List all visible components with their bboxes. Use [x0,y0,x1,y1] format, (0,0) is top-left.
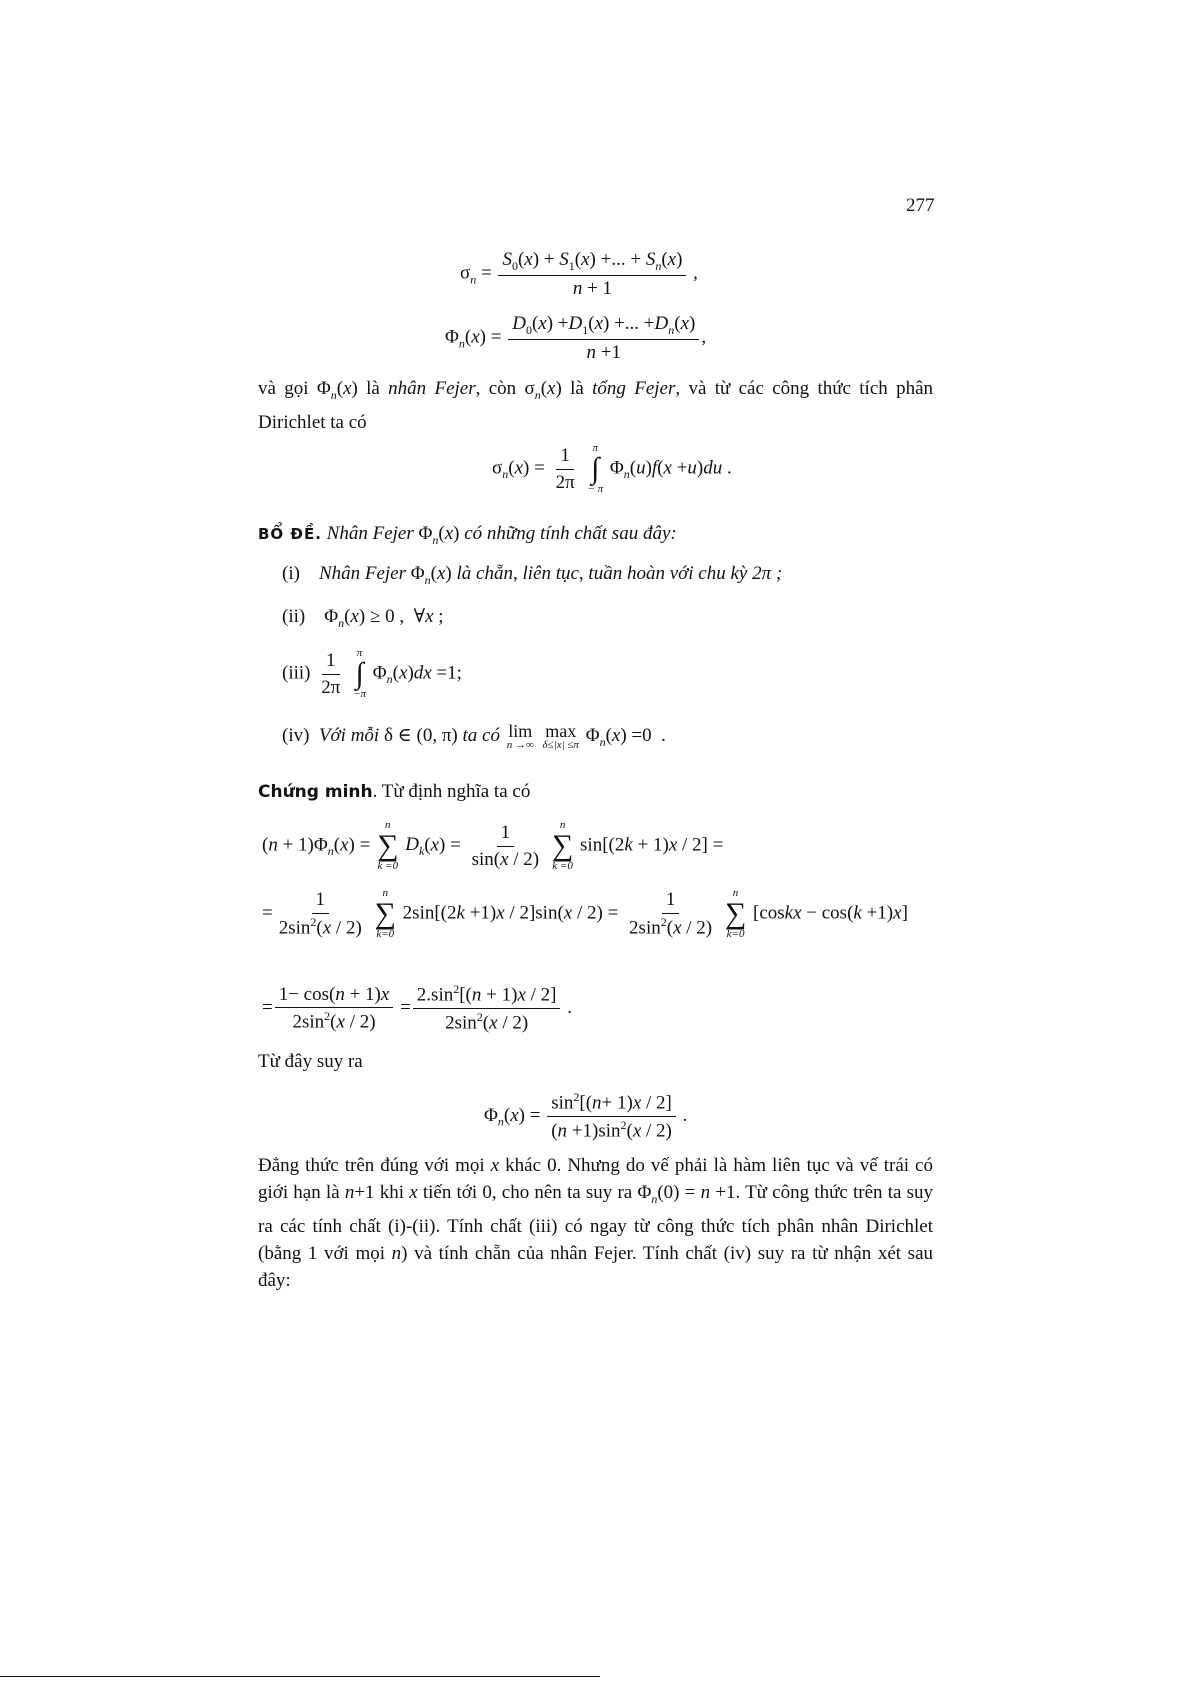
equation-proof-line-1: $(n + 1)\Phi_n(x)$ = n ∑ k =0 $D_k(x)$ = $\frac{1}{\sin(x / 2)}$ n ∑ k =0 sin[(2k + 1)x / 2] = [262,819,724,872]
equation-proof-line-2: = $\frac{1}{2\sin^2(x / 2)}$ n ∑ k=0 2sin[(2k +1)x / 2]sin(x / 2) = $\frac{1}{2\sin^2(x / 2)}$ n ∑ k=0 [coskx − cos(k +1)x] [262,887,908,940]
equation-phi-n: $\Phi_n(x)$ = $\frac{D_0(x) +D_1(x) +... +D_n(x)}{n +1}$ , [445,313,707,363]
lemma-item-2: (ii) $\Phi_n(x) \ge 0$ , ∀x ; [282,606,444,630]
lemma-statement: BỔ ĐỀ. Nhân Fejer $\Phi_n(x)$ có những tính chất sau đây: [258,523,677,547]
equation-closed-form: $\Phi_n(x)$ = $\frac{\sin^2[(n+ 1)x / 2]}{(n +1)\sin^2(x / 2)}$ . [484,1090,688,1142]
page-number: 277 [906,195,935,216]
equation-fejer-integral: $\sigma_n(x)$ = $\frac{1}{2\pi}$ π ∫ − π $\Phi_n(u)f(x +u)du$ . [492,442,732,495]
lemma-item-1: (i) Nhân Fejer $\Phi_n(x)$ là chẵn, liên tục, tuần hoàn với chu kỳ 2π ; [282,563,783,587]
equation-proof-line-3: = $\frac{1- \cos(n + 1)x}{2\sin^2(x / 2)}$ = $\frac{2.\sin^2[(n + 1)x / 2]}{2\sin^2(x / 2)}$ . [262,982,572,1034]
final-paragraph: Đẳng thức trên đúng với mọi x khác 0. Nhưng do vế phải là hàm liên tục và vế trái có giới hạn là n+1 khi x tiến tới 0, cho nên ta suy ra $\Phi_n(0) = n +1$. Từ công thức trên ta suy ra các tính chất (i)-(ii). Tính chất (iii) có ngay từ công thức tích phân nhân Dirichlet (bằng 1 với mọi n) và tính chẵn của nhân Fejer. Tính chất (iv) suy ra từ nhận xét sau đây: [258,1155,934,1291]
footer-rule [0,1676,600,1677]
lemma-item-3: (iii) $\frac{1}{2\pi}$ π ∫ −π $\Phi_n(x)dx =1$; [282,647,462,700]
proof-heading: Chứng minh. Từ định nghĩa ta có [258,781,531,802]
equation-sigma-n: $\sigma_n$ = $\frac{S_0(x) + S_1(x) +... + S_n(x)}{n + 1}$ , [460,249,698,299]
intro-paragraph: và gọi $\Phi_n(x)$ là nhân Fejer, còn $\sigma_n(x)$ là tổng Fejer, và từ các công thức tích phân Dirichlet ta có [258,378,933,433]
suy-ra-text: Từ đây suy ra [258,1051,363,1072]
lemma-item-4: (iv) Với mỗi δ ∈ (0, π) ta có lim n →∞ max δ≤|x| ≤π $\Phi_n(x) =0$ . [282,721,666,751]
